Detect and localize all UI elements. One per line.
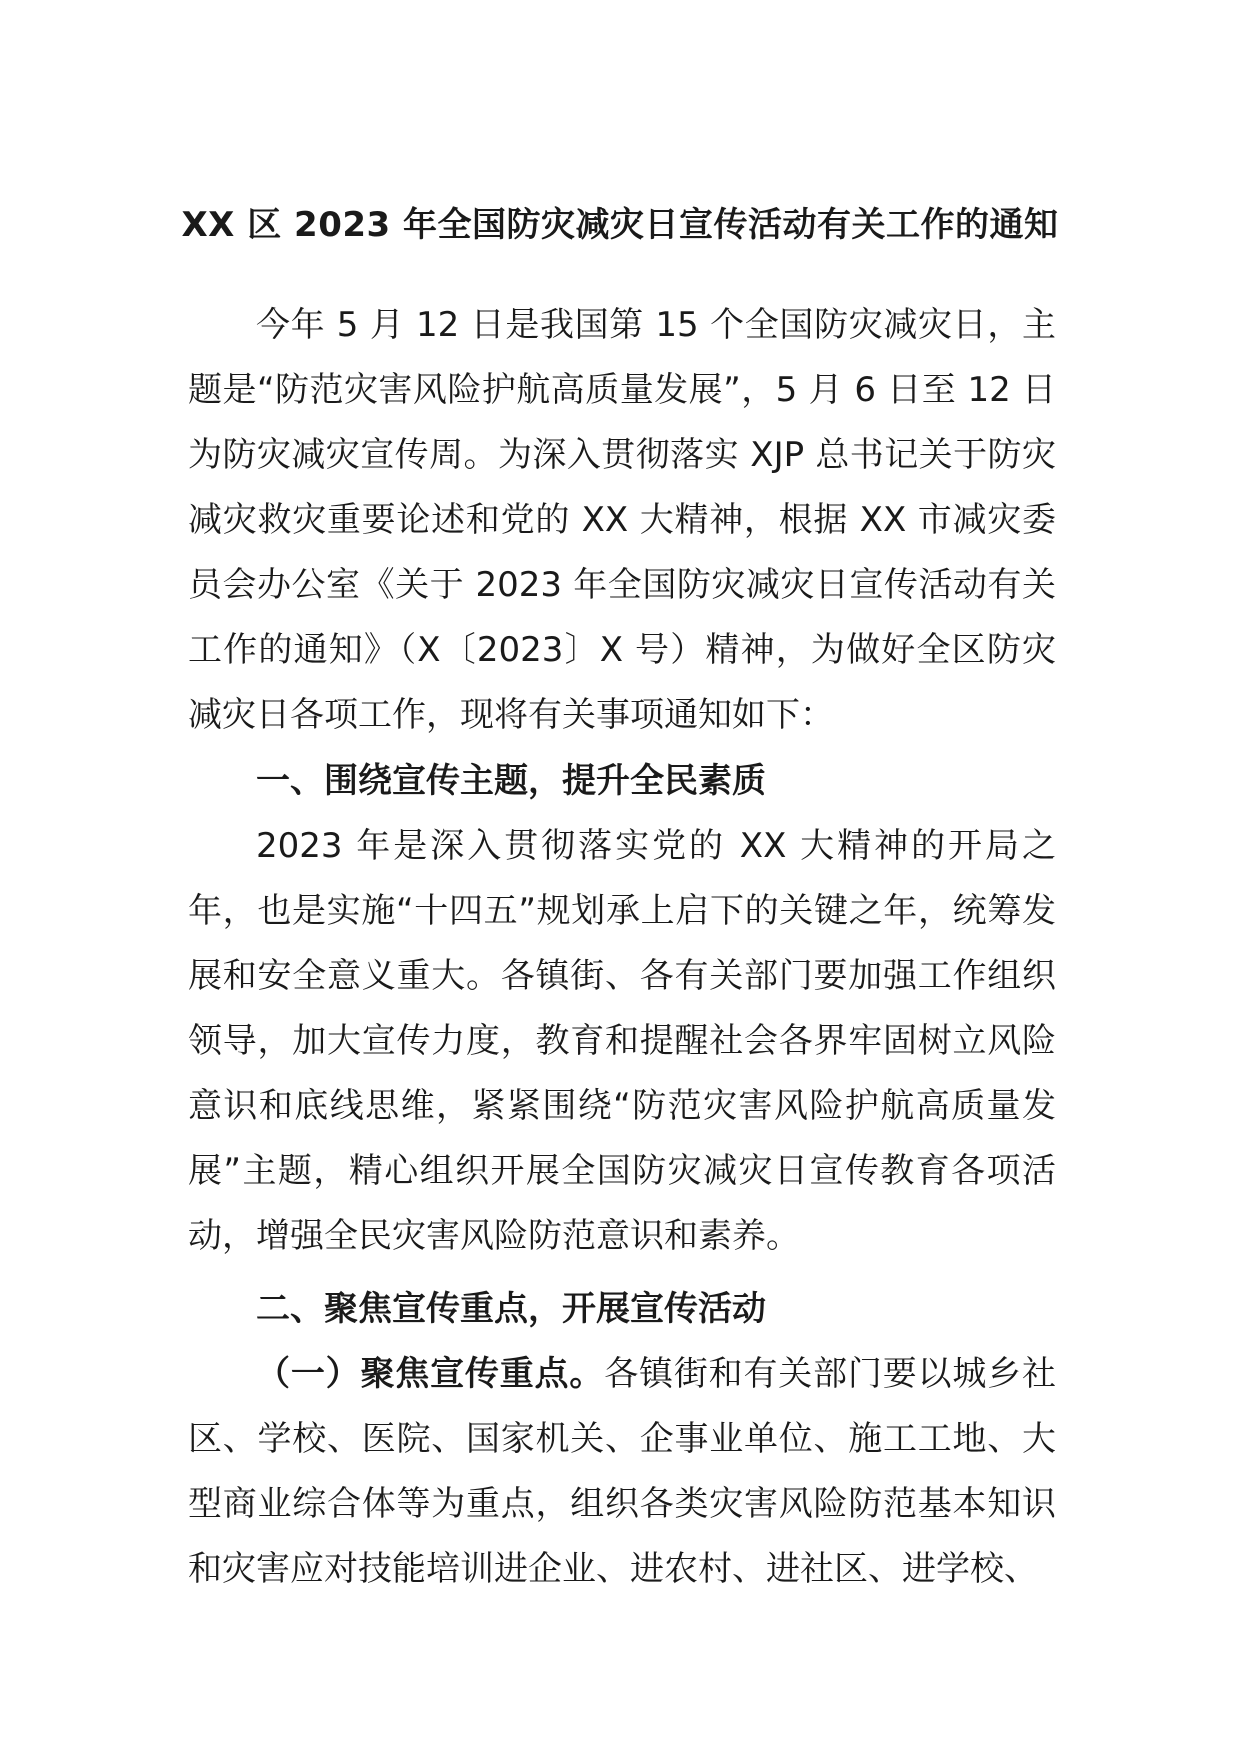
paragraph-intro: 今年 5 月 12 日是我国第 15 个全国防灾减灾日，主题是“防范灾害风险护航高质量发展”，5 月 6 日至 12 日为防灾减灾宣传周。为深入贯彻落实 XJP 总书记关于防灾减灾救灾重要论述和党的 XX 大精神，根据 XX 市减灾委员会办公室《关于 2023 年全国防灾减灾日宣传活动有关工作的通知》（X〔2023〕X 号）精神，为做好全区防灾减灾日各项工作，现将有关事项通知如下： [188, 305, 1056, 735]
subsection-lead: （一）聚焦宣传重点。 [256, 1354, 605, 1394]
document-title: XX 区 2023 年全国防灾减灾日宣传活动有关工作的通知 [181, 205, 1059, 245]
section-heading-1: 一、围绕宣传主题，提升全民素质 [256, 761, 766, 801]
section-heading-2: 二、聚焦宣传重点，开展宣传活动 [256, 1289, 766, 1329]
paragraph-subsection-1 [188, 1342, 1056, 1602]
paragraph-section-1: 2023 年是深入贯彻落实党的 XX 大精神的开局之年，也是实施“十四五”规划承上启下的关键之年，统筹发展和安全意义重大。各镇街、各有关部门要加强工作组织领导，加大宣传力度，教育和提醒社会各界牢固树立风险意识和底线思维，紧紧围绕“防范灾害风险护航高质量发展”主题，精心组织开展全国防灾减灾日宣传教育各项活动，增强全民灾害风险防范意识和素养。 [188, 826, 1056, 1256]
subsection-text: 各镇街和有关部门要以城乡社区、学校、医院、国家机关、企事业单位、施工工地、大型商业综合体等为重点，组织各类灾害风险防范基本知识和灾害应对技能培训进企业、进农村、进社区、进学校、 [188, 1354, 1057, 1589]
